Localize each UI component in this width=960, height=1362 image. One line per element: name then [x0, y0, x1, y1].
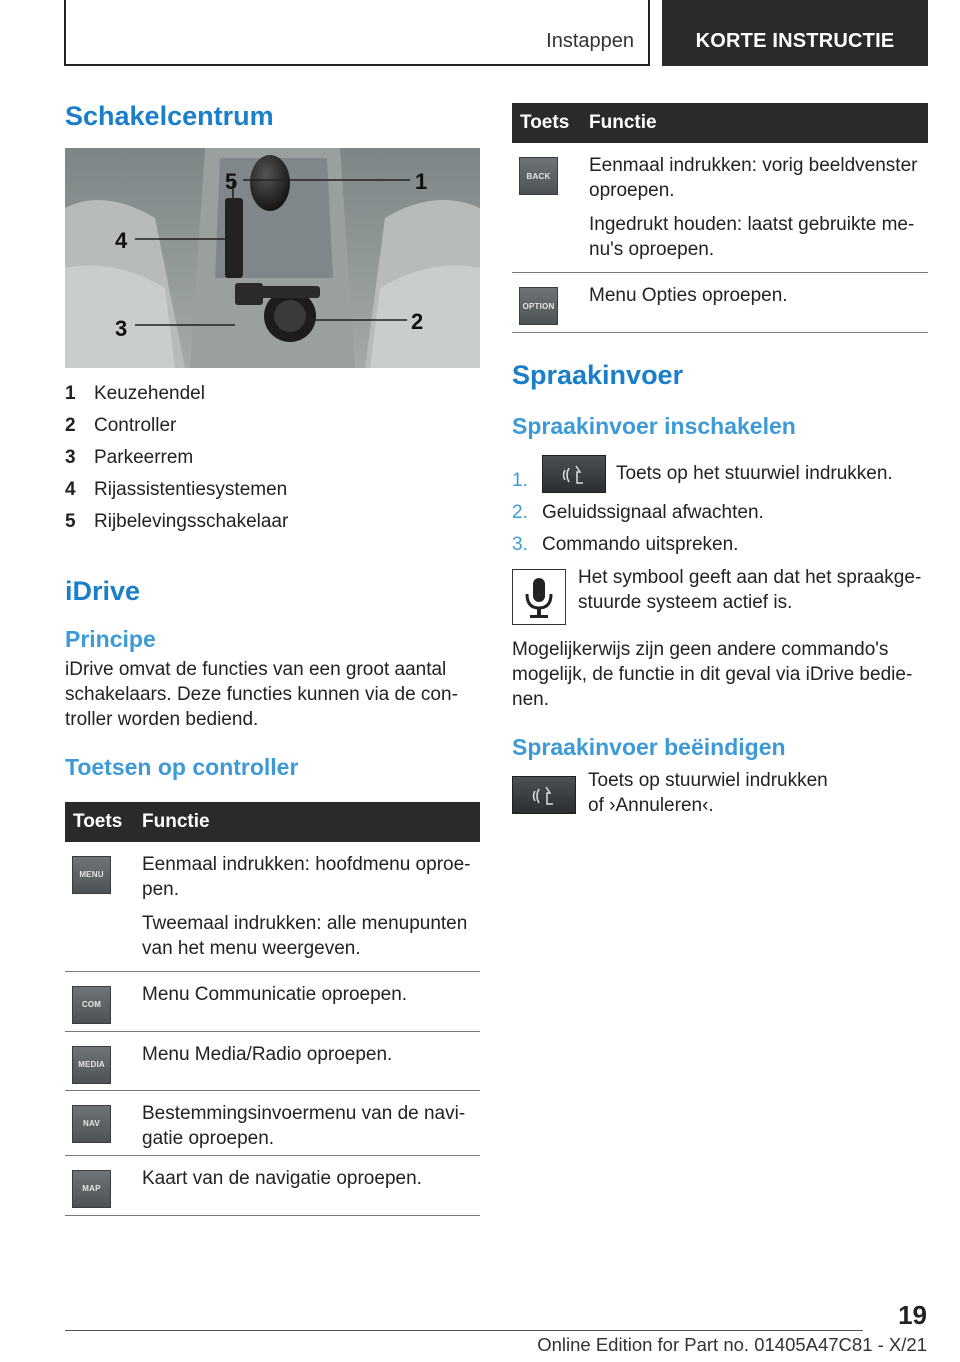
center-console-photo	[65, 148, 480, 368]
media-key-icon: MEDIA	[72, 1046, 111, 1084]
voice-key-icon	[542, 455, 606, 493]
list-item: 1. Toets op het stuurwiel indrukken.	[512, 455, 928, 493]
table-row: NAV Bestemmingsinvoermenu van de navigatie oproepen.	[65, 1091, 480, 1156]
header-section-box	[64, 0, 650, 66]
header-section-title: Instappen	[546, 30, 634, 52]
footer-divider	[65, 1330, 863, 1331]
table-row: MENU Eenmaal indrukken: hoofdmenu oproepen. Tweemaal indrukken: alle menupunten van het menu weergeven.	[65, 842, 480, 972]
steps-list	[512, 455, 928, 557]
nav-key-icon: NAV	[72, 1105, 111, 1143]
callout-5: 5	[225, 169, 238, 195]
keys-title: Toetsen op controller	[65, 754, 299, 781]
page-header	[64, 0, 928, 66]
callout-3: 3	[115, 316, 128, 342]
console-legend	[65, 378, 480, 538]
page-number: 19	[898, 1300, 927, 1330]
principe-text: iDrive omvat de functies van een groot aantal schakelaars. Deze functies kunnen via de controller worden bediend.	[65, 659, 458, 731]
header-chapter-title: KORTE INSTRUCTIE	[695, 30, 895, 52]
left-column	[65, 100, 480, 1216]
list-item: 4 Rijassistentiesystemen	[65, 479, 288, 501]
voice-key-icon	[512, 776, 576, 814]
callout-1: 1	[415, 169, 428, 195]
table-row: MEDIA Menu Media/Radio oproepen.	[65, 1032, 480, 1091]
end-voice-note	[512, 769, 928, 818]
spraakinvoer-title: Spraakinvoer	[512, 360, 684, 390]
list-item: 5 Rijbelevingsschakelaar	[65, 511, 289, 533]
idrive-title: iDrive	[65, 576, 141, 607]
table-row: MAP Kaart van de navigatie oproepen.	[65, 1156, 480, 1216]
table-row: BACK Eenmaal indrukken: vorig beeldvenster oproepen. Ingedrukt houden: laatst gebruikte menu's oproepen.	[512, 143, 928, 273]
map-key-icon: MAP	[72, 1170, 111, 1208]
center-console-illustration	[65, 148, 480, 368]
com-key-icon: COM	[72, 986, 111, 1024]
list-item: 3. Commando uitspreken.	[512, 533, 739, 555]
right-column	[512, 103, 928, 818]
callout-4: 4	[115, 228, 128, 254]
list-item: 1 Keuzehendel	[65, 383, 205, 405]
table-row: OPTION Menu Opties oproepen.	[512, 273, 928, 333]
footer-edition: Online Edition for Part no. 01405A47C81 - X/21	[537, 1334, 927, 1355]
spraakinvoer-inschakelen-title: Spraakinvoer inschakelen	[512, 413, 796, 440]
table-row: COM Menu Communicatie oproepen.	[65, 972, 480, 1032]
voice-active-note	[512, 566, 928, 625]
table-header: Toets Functie	[512, 103, 928, 143]
schakelcentrum-title: Schakelcentrum	[65, 101, 274, 131]
controller-keys-table-continued	[512, 103, 928, 333]
list-item: 2. Geluidssignaal afwachten.	[512, 501, 764, 523]
option-key-icon: OPTION	[519, 287, 558, 325]
callout-2: 2	[411, 309, 424, 335]
list-item: 2 Controller	[65, 415, 177, 437]
controller-keys-table	[65, 802, 480, 1216]
table-header: Toets Functie	[65, 802, 480, 842]
header-chapter-box	[662, 0, 928, 66]
principe-title: Principe	[65, 625, 156, 652]
menu-key-icon: MENU	[72, 856, 111, 894]
voice-active-text: Het symbool geeft aan dat het spraakgestuurde systeem actief is.	[578, 566, 922, 613]
possibly-text: Mogelijkerwijs zijn geen andere commando's mogelijk, de functie in dit geval via iDrive bedienen.	[512, 638, 913, 710]
back-key-icon: BACK	[519, 157, 558, 195]
end-voice-text: Toets op stuurwiel indrukken of ›Annuleren‹.	[588, 769, 828, 816]
spraakinvoer-beeindigen-title: Spraakinvoer beëindigen	[512, 733, 786, 760]
list-item: 3 Parkeerrem	[65, 447, 194, 469]
microphone-icon	[512, 569, 566, 625]
